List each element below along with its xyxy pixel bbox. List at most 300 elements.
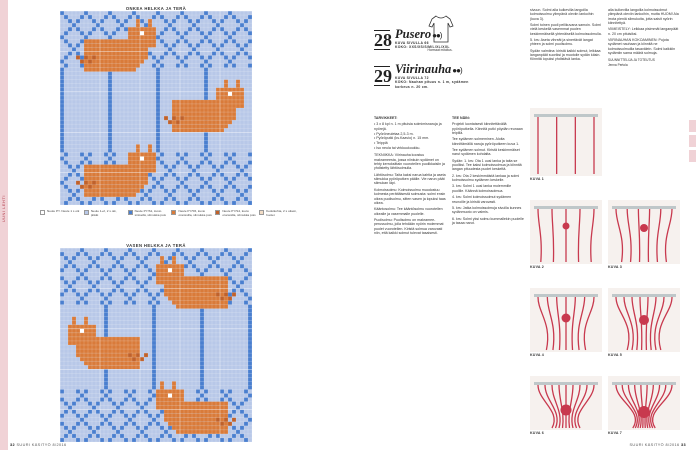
chart-cell [144, 152, 148, 156]
chart-cell [160, 398, 164, 402]
chart-cell [244, 165, 248, 169]
chart-cell [84, 414, 88, 418]
legend-label: Neule PY/S5, kuvio oranssilla, silmukka pois [178, 209, 212, 217]
chart-cell [184, 120, 188, 124]
chart-cell [148, 389, 152, 393]
chart-cell [180, 414, 184, 418]
chart-cell [148, 27, 152, 31]
chart-cell [184, 256, 188, 260]
chart-cell [164, 197, 168, 201]
chart-cell [104, 152, 108, 156]
chart-cell [84, 325, 88, 329]
chart-cell [100, 361, 104, 365]
chart-cell [216, 426, 220, 430]
chart-cell [140, 55, 144, 59]
pattern-29-size: KOKO: Nauhan pituus n. 1 m, sydämen korkeus n. 20 cm. [395, 80, 469, 89]
chart-cell [156, 76, 160, 80]
chart-cell [80, 325, 84, 329]
chart-cell [144, 39, 148, 43]
chart-cell [204, 292, 208, 296]
chart-cell [168, 292, 172, 296]
chart-cell [124, 292, 128, 296]
chart-cell [116, 260, 120, 264]
chart-cell [200, 39, 204, 43]
chart-cell [224, 394, 228, 398]
chart-cell [120, 39, 124, 43]
chart-cell [88, 325, 92, 329]
chart-cell [200, 373, 204, 377]
chart-cell [204, 144, 208, 148]
chart-cell [180, 292, 184, 296]
chart-cell [208, 422, 212, 426]
chart-cell [196, 104, 200, 108]
chart-cell [136, 23, 140, 27]
chart-cell [152, 35, 156, 39]
chart-cell [128, 193, 132, 197]
chart-cell [96, 68, 100, 72]
chart-cell [220, 96, 224, 100]
chart-cell [156, 301, 160, 305]
chart-cell [204, 108, 208, 112]
chart-cell [152, 161, 156, 165]
chart-cell [228, 398, 232, 402]
chart-cell [80, 15, 84, 19]
chart-cell [88, 256, 92, 260]
chart-cell [188, 104, 192, 108]
chart-cell [104, 305, 108, 309]
chart-cell [184, 108, 188, 112]
chart-cell [100, 345, 104, 349]
chart-cell [148, 276, 152, 280]
chart-cell [196, 116, 200, 120]
chart-cell [116, 39, 120, 43]
chart-cell [160, 268, 164, 272]
chart-cell [96, 410, 100, 414]
chart-cell [220, 398, 224, 402]
chart-cell [224, 80, 228, 84]
chart-cell [200, 280, 204, 284]
chart-cell [188, 276, 192, 280]
chart-cell [176, 292, 180, 296]
chart-cell [148, 144, 152, 148]
chart-cell [180, 394, 184, 398]
chart-cell [192, 288, 196, 292]
chart-cell [160, 260, 164, 264]
chart-cell [148, 152, 152, 156]
chart-cell [208, 256, 212, 260]
chart-cell [200, 329, 204, 333]
chart-cell [116, 185, 120, 189]
chart-cell [120, 410, 124, 414]
chart-cell [104, 68, 108, 72]
chart-cell [112, 410, 116, 414]
chart-cell [60, 60, 64, 64]
chart-cell [108, 112, 112, 116]
chart-cell [156, 272, 160, 276]
chart-cell [200, 152, 204, 156]
chart-cell [216, 193, 220, 197]
chart-cell [188, 305, 192, 309]
chart-cell [76, 19, 80, 23]
chart-cell [88, 361, 92, 365]
chart-cell [88, 169, 92, 173]
chart-cell [204, 136, 208, 140]
chart-cell [232, 104, 236, 108]
chart-cell [80, 185, 84, 189]
chart-cell [60, 112, 64, 116]
chart-cell [136, 165, 140, 169]
chart-cell [204, 11, 208, 15]
chart-cell [216, 128, 220, 132]
paragraph: Tee sydämen solmeminen. Aloita kiinnittämällä naruja pyöröputkeen kuva 1. [452, 137, 520, 146]
chart-cell [224, 39, 228, 43]
chart-cell [204, 268, 208, 272]
chart-cell [144, 280, 148, 284]
chart-cell [196, 19, 200, 23]
chart-cell [124, 268, 128, 272]
chart-cell [204, 124, 208, 128]
chart-cell [180, 157, 184, 161]
chart-cell [116, 47, 120, 51]
chart-cell [84, 55, 88, 59]
chart-cell [152, 345, 156, 349]
sweater-caption: Hormaat mitoitus. [427, 48, 453, 52]
chart-cell [140, 189, 144, 193]
chart-cell [200, 301, 204, 305]
chart-cell [84, 157, 88, 161]
chart-cell [76, 276, 80, 280]
chart-cell [188, 19, 192, 23]
chart-cell [240, 92, 244, 96]
chart-cell [220, 402, 224, 406]
chart-cell [172, 297, 176, 301]
chart-cell [96, 341, 100, 345]
chart-cell [76, 329, 80, 333]
chart-cell [176, 305, 180, 309]
chart-cell [84, 317, 88, 321]
chart-cell [108, 55, 112, 59]
chart-cell [100, 43, 104, 47]
chart-cell [76, 325, 80, 329]
chart-cell [92, 361, 96, 365]
chart-cell [184, 422, 188, 426]
chart-cell [184, 112, 188, 116]
chart-cell [164, 51, 168, 55]
chart-cell [92, 19, 96, 23]
chart-cell [88, 47, 92, 51]
paragraph: • Iso neula tai virkkuukoukku. [374, 146, 421, 151]
chart-cell [136, 264, 140, 268]
legend-label: Neule PY. Neule 1 s oik [47, 209, 80, 213]
chart-cell [208, 39, 212, 43]
chart-cell [220, 430, 224, 434]
chart-cell [112, 169, 116, 173]
chart-cell [232, 88, 236, 92]
chart-cell [72, 317, 76, 321]
rod [534, 382, 598, 385]
chart-cell [96, 51, 100, 55]
chart-cell [176, 124, 180, 128]
chart-cell [136, 365, 140, 369]
chart-cell [172, 301, 176, 305]
chart-cell [232, 434, 236, 438]
photo-caption: KUVA 7 [608, 431, 622, 435]
chart-cell [216, 422, 220, 426]
chart-cell [88, 264, 92, 268]
chart-cell [184, 201, 188, 205]
chart-cell [184, 284, 188, 288]
chart-cell [172, 268, 176, 272]
instructions-heading: TEE NÄIN: [452, 116, 470, 120]
chart-cell [60, 120, 64, 124]
chart-cell [204, 284, 208, 288]
rope-strand [616, 209, 622, 262]
chart-cell [232, 112, 236, 116]
chart-cell [188, 402, 192, 406]
chart-cell [176, 161, 180, 165]
chart-cell [176, 264, 180, 268]
chart-cell [124, 438, 128, 442]
chart-cell [240, 47, 244, 51]
chart-cell [212, 414, 216, 418]
chart-cell [208, 120, 212, 124]
chart-cell [156, 72, 160, 76]
chart-cell [208, 116, 212, 120]
chart-cell [104, 64, 108, 68]
chart-cell [180, 406, 184, 410]
chart-cell [184, 301, 188, 305]
chart-cell [100, 19, 104, 23]
chart-cell [172, 418, 176, 422]
chart-cell [148, 438, 152, 442]
paragraph: alla kulkevilla langoilla kolmoissolmut ylimpänä oleviin lankoihin, mutta HUOM! Ala irrota pieniä silmukoita, jotta saisit nyörin kiinnitettyä. [608, 8, 679, 26]
chart-cell [80, 329, 84, 333]
chart-cell [96, 402, 100, 406]
chart-cell [232, 92, 236, 96]
chart-cell [208, 430, 212, 434]
chart-cell [212, 276, 216, 280]
chart-cell [248, 353, 252, 357]
chart-cell [92, 60, 96, 64]
chart-cell [168, 394, 172, 398]
chart-cell [136, 201, 140, 205]
chart-cell [176, 104, 180, 108]
chart-cell [164, 288, 168, 292]
chart-cell [152, 377, 156, 381]
chart-cell [64, 39, 68, 43]
legend-swatch [84, 210, 89, 215]
chart-cell [200, 64, 204, 68]
chart-cell [100, 68, 104, 72]
chart-cell [68, 43, 72, 47]
chart-cell [232, 64, 236, 68]
chart-cell [64, 434, 68, 438]
chart-cell [104, 169, 108, 173]
chart-cell [132, 68, 136, 72]
chart-cell [136, 161, 140, 165]
chart-cell [124, 64, 128, 68]
chart-cell [112, 60, 116, 64]
chart-cell [112, 365, 116, 369]
chart-cell [88, 173, 92, 177]
chart-cell [124, 357, 128, 361]
chart-cell [176, 280, 180, 284]
chart-cell [184, 280, 188, 284]
chart-cell [120, 177, 124, 181]
chart-cell [180, 181, 184, 185]
chart-cell [184, 124, 188, 128]
chart-cell [136, 280, 140, 284]
chart-cell [216, 108, 220, 112]
chart-cell [100, 27, 104, 31]
chart-cell [184, 264, 188, 268]
chart-cell [160, 272, 164, 276]
chart-cell [240, 426, 244, 430]
chart-cell [180, 280, 184, 284]
chart-cell [144, 193, 148, 197]
chart-cell [72, 280, 76, 284]
rope-illustration [530, 376, 602, 430]
chart-cell [60, 68, 64, 72]
rope-illustration [530, 108, 602, 176]
chart-cell [60, 422, 64, 426]
page-number-left: 32 [10, 443, 16, 447]
chart-cell [104, 51, 108, 55]
chart-cell [68, 197, 72, 201]
chart-cell [204, 305, 208, 309]
chart-cell [64, 185, 68, 189]
chart-cell [224, 15, 228, 19]
chart-cell [108, 337, 112, 341]
chart-cell [116, 357, 120, 361]
chart-cell [108, 132, 112, 136]
chart-cell [204, 80, 208, 84]
chart-cell [68, 329, 72, 333]
chart-cell [152, 43, 156, 47]
chart-cell [96, 55, 100, 59]
chart-cell [104, 309, 108, 313]
chart-cell [60, 132, 64, 136]
chart-cell [100, 177, 104, 181]
chart-cell [208, 104, 212, 108]
chart-cell [60, 438, 64, 442]
chart-cell [88, 337, 92, 341]
chart-cell [200, 284, 204, 288]
chart-cell [140, 177, 144, 181]
chart-cell [68, 333, 72, 337]
chart-cell [108, 80, 112, 84]
chart-cell [148, 43, 152, 47]
chart-cell [244, 27, 248, 31]
chart-cell [224, 418, 228, 422]
chart-cell [200, 124, 204, 128]
chart-cell [60, 144, 64, 148]
chart-cell [116, 60, 120, 64]
chart-cell [124, 337, 128, 341]
chart-cell [200, 337, 204, 341]
photo-caption: KUVA 5 [608, 353, 622, 357]
chart-cell [172, 410, 176, 414]
chart-cell [200, 309, 204, 313]
chart-cell [108, 438, 112, 442]
chart-cell [128, 165, 132, 169]
chart-cell [204, 148, 208, 152]
chart-cell [136, 181, 140, 185]
chart-cell [240, 402, 244, 406]
chart-cell [84, 169, 88, 173]
chart-cell [184, 305, 188, 309]
chart-cell [128, 361, 132, 365]
chart-cell [152, 341, 156, 345]
chart-cell [72, 329, 76, 333]
chart-cell [200, 292, 204, 296]
chart-cell [108, 268, 112, 272]
chart-cell [212, 120, 216, 124]
chart-cell [140, 165, 144, 169]
chart-cell [200, 333, 204, 337]
chart-cell [176, 128, 180, 132]
chart-cell [60, 84, 64, 88]
chart-cell [208, 414, 212, 418]
chart-cell [220, 112, 224, 116]
chart-cell [160, 394, 164, 398]
chart-cell [156, 128, 160, 132]
chart-cell [112, 55, 116, 59]
chart-cell [196, 438, 200, 442]
chart-cell [92, 365, 96, 369]
chart-cell [116, 193, 120, 197]
chart-cell [188, 116, 192, 120]
chart-cell [88, 43, 92, 47]
chart-cell [76, 341, 80, 345]
chart-cell [104, 15, 108, 19]
chart-cell [132, 55, 136, 59]
chart-cell [76, 165, 80, 169]
chart-cell [92, 177, 96, 181]
paragraph: 2. krs: Ota 2 keskimmäistä lankaa ja solmi kolmoissolmu sydämen keskelle. [452, 173, 520, 183]
chart-cell [172, 120, 176, 124]
chart-cell [132, 345, 136, 349]
chart-cell [196, 43, 200, 47]
chart-cell [180, 252, 184, 256]
chart-cell [200, 305, 204, 309]
chart-cell [116, 43, 120, 47]
chart-cell [116, 197, 120, 201]
chart-cell [80, 60, 84, 64]
chart-cell [164, 264, 168, 268]
chart-cell [84, 60, 88, 64]
chart-cell [184, 297, 188, 301]
chart-cell [120, 55, 124, 59]
chart-cell [108, 11, 112, 15]
chart-cell [196, 197, 200, 201]
chart-cell [172, 381, 176, 385]
chart-cell [212, 116, 216, 120]
chart-cell [108, 398, 112, 402]
chart-cell [160, 280, 164, 284]
chart-cell [92, 325, 96, 329]
chart-cell [184, 177, 188, 181]
chart-cell [164, 418, 168, 422]
instructions-continued-text [530, 8, 602, 62]
chart-cell [68, 19, 72, 23]
chart-cell [80, 64, 84, 68]
footer-left-label: SUURI KÄSITYÖ 8/2016 [16, 443, 67, 447]
chart-cell [172, 276, 176, 280]
chart-cell [228, 157, 232, 161]
chart-cell [108, 177, 112, 181]
chart-cell [84, 47, 88, 51]
